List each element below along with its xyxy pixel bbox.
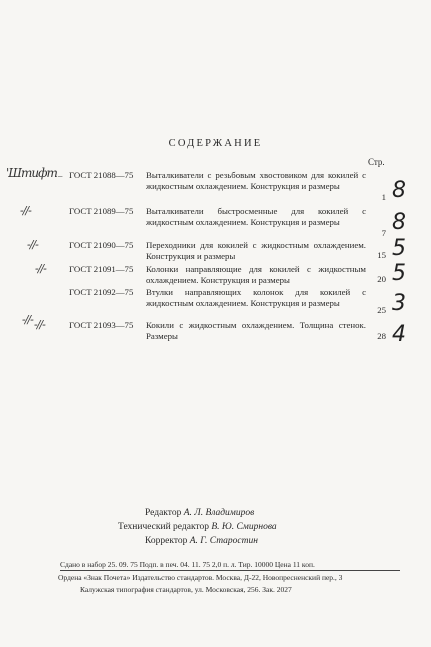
page-number: 28 bbox=[377, 331, 386, 341]
handwritten-note: -//- bbox=[34, 318, 45, 331]
entry-description: Колонки направляющие для кокилей с жидкостным охлаждением. Конструкция и размеры bbox=[146, 264, 366, 285]
standard-number: ГОСТ 21093—75 bbox=[69, 320, 134, 330]
handwritten-page-number: 5 bbox=[392, 236, 406, 261]
standard-number: ГОСТ 21092—75 bbox=[69, 287, 134, 297]
standard-number: ГОСТ 21088—75 bbox=[69, 170, 134, 180]
handwritten-note: 'Штифт bbox=[6, 166, 57, 180]
tech-editor-name: В. Ю. Смирнова bbox=[211, 522, 277, 532]
page-number: 25 bbox=[377, 305, 386, 315]
handwritten-note: -//- bbox=[22, 313, 33, 326]
page-number: 15 bbox=[377, 250, 386, 260]
handwritten-page-number: 5 bbox=[392, 261, 406, 286]
entry-description: Выталкиватели с резьбовым хвостовиком для кокилей с жидкостным охлаждением. Конструкция и размеры bbox=[146, 170, 366, 191]
standard-number: ГОСТ 21089—75 bbox=[69, 206, 134, 216]
entry-description: Втулки направляющих колонок для кокилей с жидкостным охлаждением. Конструкция и размеры bbox=[146, 287, 366, 308]
editor-line bbox=[145, 507, 254, 520]
handwritten-note: -//- bbox=[35, 262, 46, 275]
editor-label: Редактор bbox=[145, 508, 182, 518]
corrector-label: Корректор bbox=[145, 536, 188, 546]
corrector-name: А. Г. Старостин bbox=[189, 536, 258, 546]
entry-description: Кокили с жидкостным охлаждением. Толщина стенок. Размеры bbox=[146, 320, 366, 341]
imprint-line: Сдано в набор 25. 09. 75 Подп. в печ. 04. 11. 75 2,0 п. л. Тир. 10000 Цена 11 коп. bbox=[60, 560, 315, 569]
handwritten-page-number: 3 bbox=[392, 291, 406, 316]
editor-name: А. Л. Владимиров bbox=[183, 508, 255, 518]
page-column-header: Стр. bbox=[368, 157, 385, 167]
page-number: 20 bbox=[377, 274, 386, 284]
handwritten-page-number: 4 bbox=[392, 322, 406, 347]
handwritten-note: -//- bbox=[20, 204, 31, 217]
standard-number: ГОСТ 21090—75 bbox=[69, 240, 134, 250]
page-number: 7 bbox=[381, 228, 386, 238]
corrector-line bbox=[145, 535, 258, 548]
standard-number: ГОСТ 21091—75 bbox=[69, 264, 134, 274]
page-title: СОДЕРЖАНИЕ bbox=[168, 138, 263, 149]
tech-editor-line bbox=[118, 521, 277, 534]
page-number: 1 bbox=[381, 192, 386, 202]
entry-description: Выталкиватели быстросменные для кокилей с жидкостным охлаждением. Конструкция и размеры bbox=[146, 206, 366, 227]
dash: – bbox=[58, 170, 63, 180]
printer-line: Калужская типография стандартов, ул. Московская, 256. Зак. 2027 bbox=[80, 585, 292, 594]
handwritten-page-number: 8 bbox=[392, 210, 406, 235]
entry-description: Переходники для кокилей с жидкостным охлаждением. Конструкция и размеры bbox=[146, 240, 366, 261]
divider bbox=[60, 570, 400, 571]
publisher-line: Ордена «Знак Почета» Издательство стандартов. Москва, Д-22, Новопресненский пер., 3 bbox=[58, 573, 343, 582]
handwritten-page-number: 8 bbox=[392, 178, 406, 203]
tech-editor-label: Технический редактор bbox=[118, 522, 209, 532]
handwritten-note: -//- bbox=[27, 238, 38, 251]
